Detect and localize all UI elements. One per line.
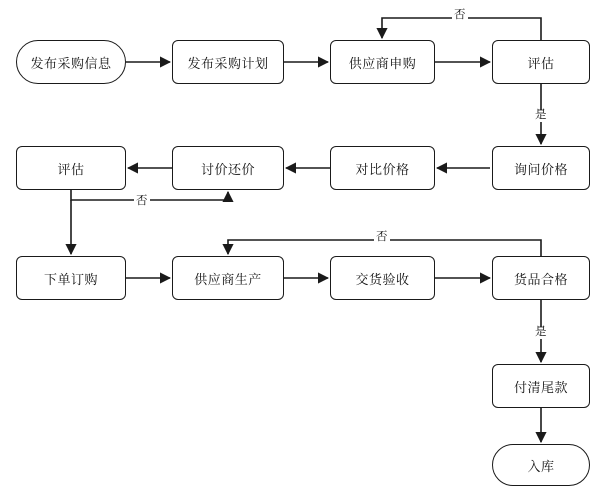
node-bargain[interactable] [172,146,284,190]
node-label: 发布采购信息 [30,55,112,71]
edge-n8-n7-no [71,190,228,200]
node-label: 讨价还价 [200,161,255,177]
node-label: 询问价格 [513,161,568,177]
node-label: 入库 [527,458,555,474]
node-label: 下单订购 [43,271,98,287]
node-label: 供应商申购 [348,55,417,71]
node-label: 交货验收 [355,271,410,287]
node-label: 发布采购计划 [187,55,269,71]
node-place-order[interactable] [16,256,126,300]
node-publish-procurement-info[interactable] [16,40,126,84]
node-evaluate-2[interactable] [16,146,126,190]
node-delivery-acceptance[interactable] [330,256,435,300]
node-label: 评估 [527,55,555,71]
node-inquire-price[interactable] [492,146,590,190]
node-publish-procurement-plan[interactable] [172,40,284,84]
node-evaluate-1[interactable] [492,40,590,84]
node-goods-qualified[interactable] [492,256,590,300]
node-label: 对比价格 [355,161,410,177]
node-supplier-application[interactable] [330,40,435,84]
node-label: 付清尾款 [513,379,568,395]
node-label: 货品合格 [513,271,568,287]
node-supplier-production[interactable] [172,256,284,300]
edge-label-yes-2: 是 [535,326,547,338]
node-compare-price[interactable] [330,146,435,190]
node-pay-balance[interactable] [492,364,590,408]
edge-label-no-2: 否 [136,195,148,207]
node-label: 供应商生产 [194,271,262,287]
edge-label-no-3: 否 [376,231,388,243]
node-warehouse-in[interactable] [492,444,590,486]
edge-label-yes-1: 是 [535,109,547,121]
node-label: 评估 [57,161,85,177]
edge-label-no-1: 否 [454,9,466,21]
